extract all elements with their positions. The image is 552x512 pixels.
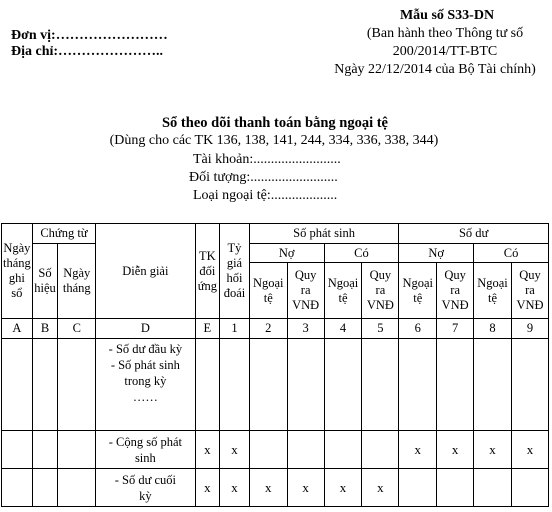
column-code: 7 bbox=[437, 319, 474, 339]
issued-line-2: 200/2014/TT-BTC bbox=[392, 44, 498, 59]
foreign-header: Ngoại tệ bbox=[249, 263, 287, 319]
mark-cell bbox=[249, 431, 287, 469]
table-row bbox=[2, 339, 549, 431]
form-code: Mẫu số S33-DN bbox=[399, 8, 495, 23]
mark-cell: x bbox=[220, 469, 250, 507]
mark-cell: x bbox=[287, 469, 324, 507]
column-code: 4 bbox=[324, 319, 362, 339]
col-voucher-header: Chứng từ bbox=[32, 224, 95, 244]
balance-debit-header: Nợ bbox=[399, 244, 474, 263]
mark-cell bbox=[287, 431, 324, 469]
arising-debit-header: Nợ bbox=[249, 244, 324, 263]
foreign-header: Ngoại tệ bbox=[399, 263, 437, 319]
mark-cell: x bbox=[195, 469, 220, 507]
vnd-header: Quy ra VNĐ bbox=[437, 263, 474, 319]
mark-cell bbox=[399, 469, 437, 507]
column-code: 2 bbox=[249, 319, 287, 339]
vnd-header: Quy ra VNĐ bbox=[511, 263, 548, 319]
ledger-usage: (Dùng cho các TK 136, 138, 141, 244, 334, 336, 338, 344) bbox=[109, 133, 439, 148]
mark-cell bbox=[362, 431, 399, 469]
date-cell bbox=[2, 339, 33, 431]
desc-cell: - Cộng số phát sinh bbox=[96, 431, 195, 469]
group-balance-header: Số dư bbox=[399, 224, 549, 244]
arising-credit-header: Có bbox=[324, 244, 399, 263]
col-desc-header: Diễn giải bbox=[96, 224, 195, 319]
mark-cell bbox=[474, 469, 512, 507]
desc-cell: - Số dư đầu kỳ - Số phát sinh trong kỳ …… bbox=[96, 339, 195, 431]
mark-cell: x bbox=[324, 469, 362, 507]
col-voucher-no-header: Số hiệu bbox=[32, 244, 58, 319]
ledger-table bbox=[1, 223, 549, 507]
group-arising-header: Số phát sinh bbox=[249, 224, 399, 244]
mark-cell: x bbox=[220, 431, 250, 469]
ledger-title: Sổ theo dõi thanh toán bằng ngoại tệ bbox=[161, 115, 388, 131]
issued-line-1: (Ban hành theo Thông tư số bbox=[366, 26, 524, 41]
vnd-header: Quy ra VNĐ bbox=[362, 263, 399, 319]
mark-cell: x bbox=[249, 469, 287, 507]
foreign-header: Ngoại tệ bbox=[324, 263, 362, 319]
column-code: E bbox=[195, 319, 220, 339]
vnd-header: Quy ra VNĐ bbox=[287, 263, 324, 319]
table-row bbox=[2, 431, 549, 469]
column-code: 1 bbox=[220, 319, 250, 339]
column-code: B bbox=[32, 319, 58, 339]
mark-cell: x bbox=[195, 431, 220, 469]
mark-cell bbox=[511, 469, 548, 507]
foreign-header: Ngoại tệ bbox=[474, 263, 512, 319]
column-code: 3 bbox=[287, 319, 324, 339]
col-date-header: Ngày tháng ghi sổ bbox=[2, 224, 33, 319]
column-code: 8 bbox=[474, 319, 512, 339]
table-row bbox=[2, 469, 549, 507]
col-account-header: TK đối ứng bbox=[195, 224, 220, 319]
column-code: 6 bbox=[399, 319, 437, 339]
column-code-row bbox=[2, 319, 549, 339]
column-code: 9 bbox=[511, 319, 548, 339]
column-code: 5 bbox=[362, 319, 399, 339]
desc-cell: - Số dư cuối kỳ bbox=[96, 469, 195, 507]
mark-cell bbox=[437, 469, 474, 507]
col-voucher-date-header: Ngày tháng bbox=[58, 244, 96, 319]
column-code: D bbox=[96, 319, 195, 339]
voucher-date-cell bbox=[58, 339, 96, 431]
mark-cell: x bbox=[511, 431, 548, 469]
mark-cell: x bbox=[437, 431, 474, 469]
balance-credit-header: Có bbox=[474, 244, 549, 263]
column-code: C bbox=[58, 319, 96, 339]
mark-cell bbox=[324, 431, 362, 469]
mark-cell: x bbox=[474, 431, 512, 469]
counterparty-line: Đối tượng:......................... bbox=[189, 170, 338, 185]
account-line: Tài khoản:......................... bbox=[193, 152, 341, 167]
mark-cell: x bbox=[362, 469, 399, 507]
unit-label: Đơn vị:…………………… bbox=[11, 28, 168, 43]
column-code: A bbox=[2, 319, 33, 339]
mark-cell: x bbox=[399, 431, 437, 469]
address-label: Địa chỉ:………………….. bbox=[11, 44, 164, 59]
issued-line-3: Ngày 22/12/2014 của Bộ Tài chính) bbox=[334, 62, 536, 77]
currency-line: Loại ngoại tệ:................... bbox=[193, 188, 338, 203]
col-rate-header: Tỷ giá hối đoái bbox=[220, 224, 250, 319]
voucher-no-cell bbox=[32, 339, 58, 431]
